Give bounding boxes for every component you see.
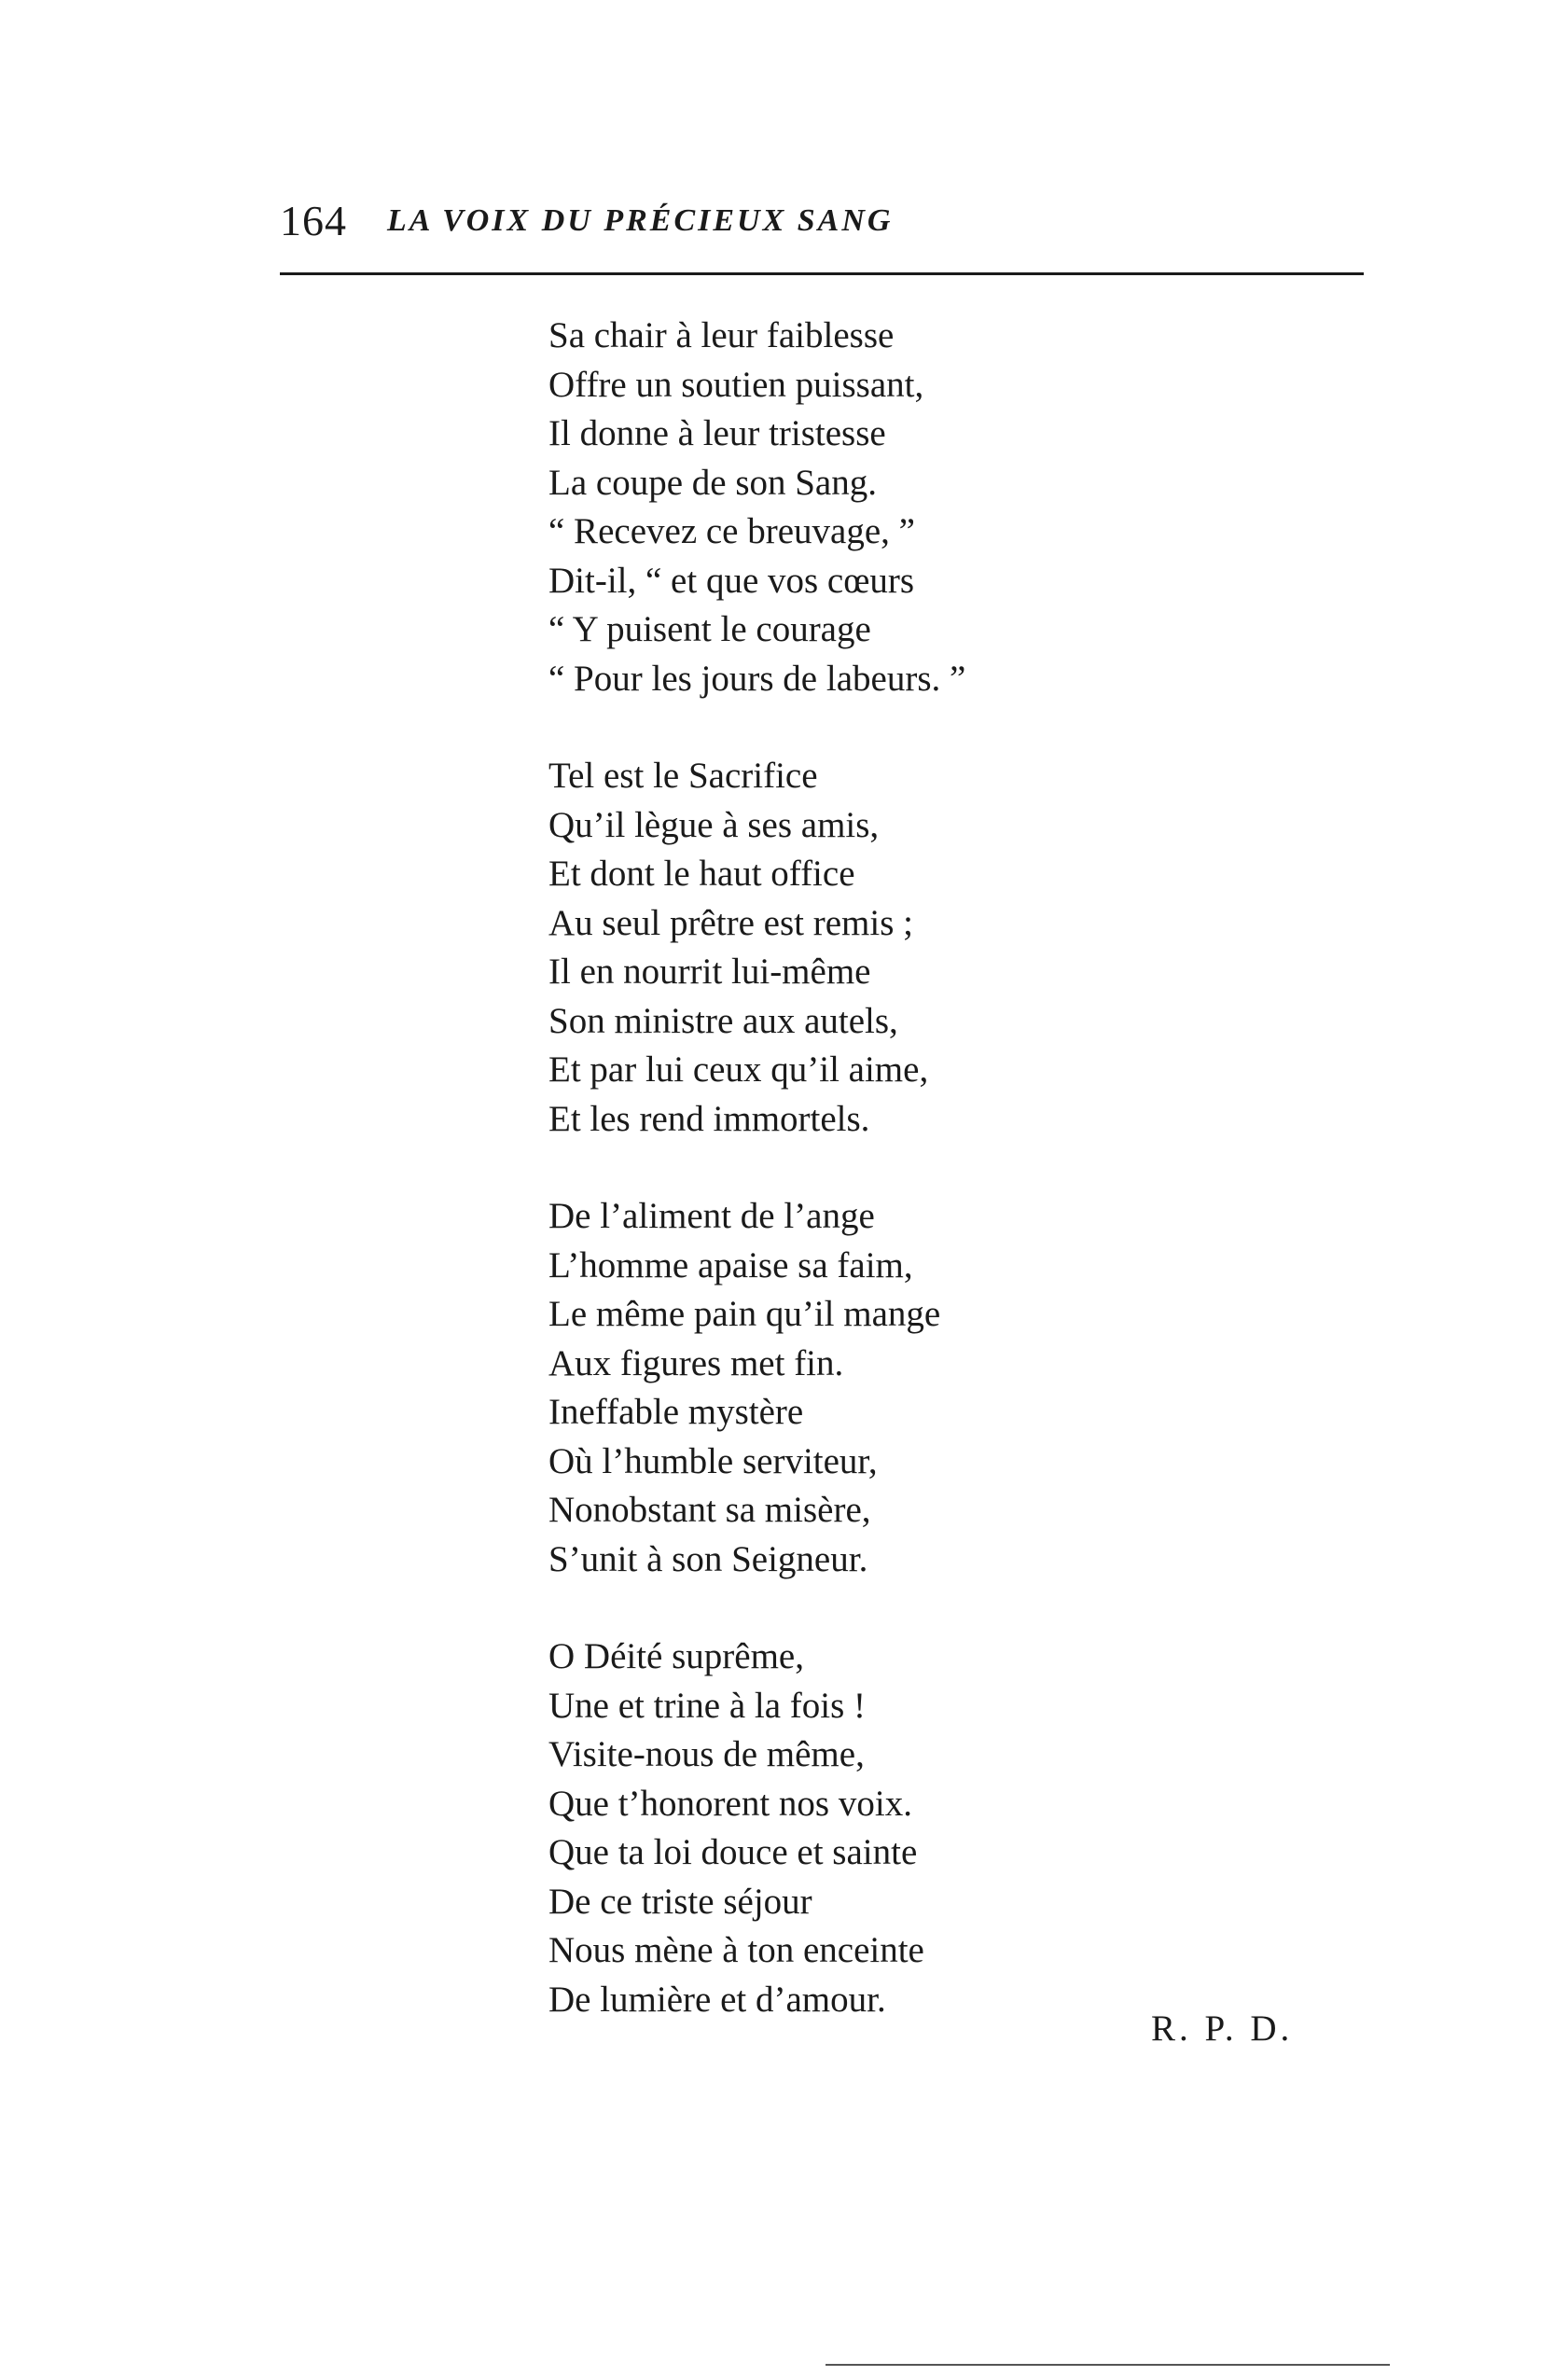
verse-line: “ Pour les jours de labeurs. ” xyxy=(548,658,966,699)
verse-line: Son ministre aux autels, xyxy=(548,1000,898,1041)
verse-line: Nonobstant sa misère, xyxy=(548,1490,871,1530)
verse-line: Et dont le haut office xyxy=(548,854,855,894)
verse-line: Ineffable mystère xyxy=(548,1392,804,1432)
stanza-2 xyxy=(548,752,1201,1144)
page-number: 164 xyxy=(280,197,347,244)
verse-line: Et les rend immortels. xyxy=(548,1098,870,1139)
verse-line: Le même pain qu’il mange xyxy=(548,1294,941,1334)
verse-line: De ce triste séjour xyxy=(548,1881,812,1922)
verse-line: De lumière et d’amour. xyxy=(548,1979,886,2020)
running-title: LA VOIX DU PRÉCIEUX SANG xyxy=(387,203,894,238)
running-head xyxy=(280,196,1364,261)
verse-line: Une et trine à la fois ! xyxy=(548,1685,867,1726)
verse-line: S’unit à son Seigneur. xyxy=(548,1538,868,1579)
verse-line: Dit-il, “ et que vos cœurs xyxy=(548,560,915,601)
verse-line: Visite-nous de même, xyxy=(548,1734,865,1774)
verse-line: Que ta loi douce et sainte xyxy=(548,1832,918,1872)
bottom-rule xyxy=(826,2364,1390,2366)
verse-line: Sa chair à leur faiblesse xyxy=(548,315,895,355)
header-rule xyxy=(280,272,1364,275)
verse-line: Au seul prêtre est remis ; xyxy=(548,902,913,943)
poem xyxy=(548,312,1201,2073)
stanza-1 xyxy=(548,312,1201,703)
verse-line: Qu’il lègue à ses amis, xyxy=(548,804,880,845)
verse-line: L’homme apaise sa faim, xyxy=(548,1244,913,1285)
stanza-4 xyxy=(548,1633,1201,2024)
verse-line: “ Y puisent le courage xyxy=(548,609,871,649)
verse-line: Offre un soutien puissant, xyxy=(548,364,924,405)
verse-line: O Déité suprême, xyxy=(548,1636,804,1676)
verse-line: Et par lui ceux qu’il aime, xyxy=(548,1049,929,1090)
verse-line: Aux figures met fin. xyxy=(548,1342,844,1383)
verse-line: Tel est le Sacrifice xyxy=(548,756,818,796)
verse-line: Il donne à leur tristesse xyxy=(548,413,886,453)
verse-line: Nous mène à ton enceinte xyxy=(548,1930,924,1970)
verse-line: De l’aliment de l’ange xyxy=(548,1196,875,1236)
verse-line: Où l’humble serviteur, xyxy=(548,1440,878,1481)
verse-line: La coupe de son Sang. xyxy=(548,462,877,503)
verse-line: Que t’honorent nos voix. xyxy=(548,1783,912,1824)
author-signature: R. P. D. xyxy=(1151,2008,1294,2049)
verse-line: Il en nourrit lui-même xyxy=(548,952,871,992)
verse-line: “ Recevez ce breuvage, ” xyxy=(548,511,915,551)
stanza-3 xyxy=(548,1192,1201,1584)
